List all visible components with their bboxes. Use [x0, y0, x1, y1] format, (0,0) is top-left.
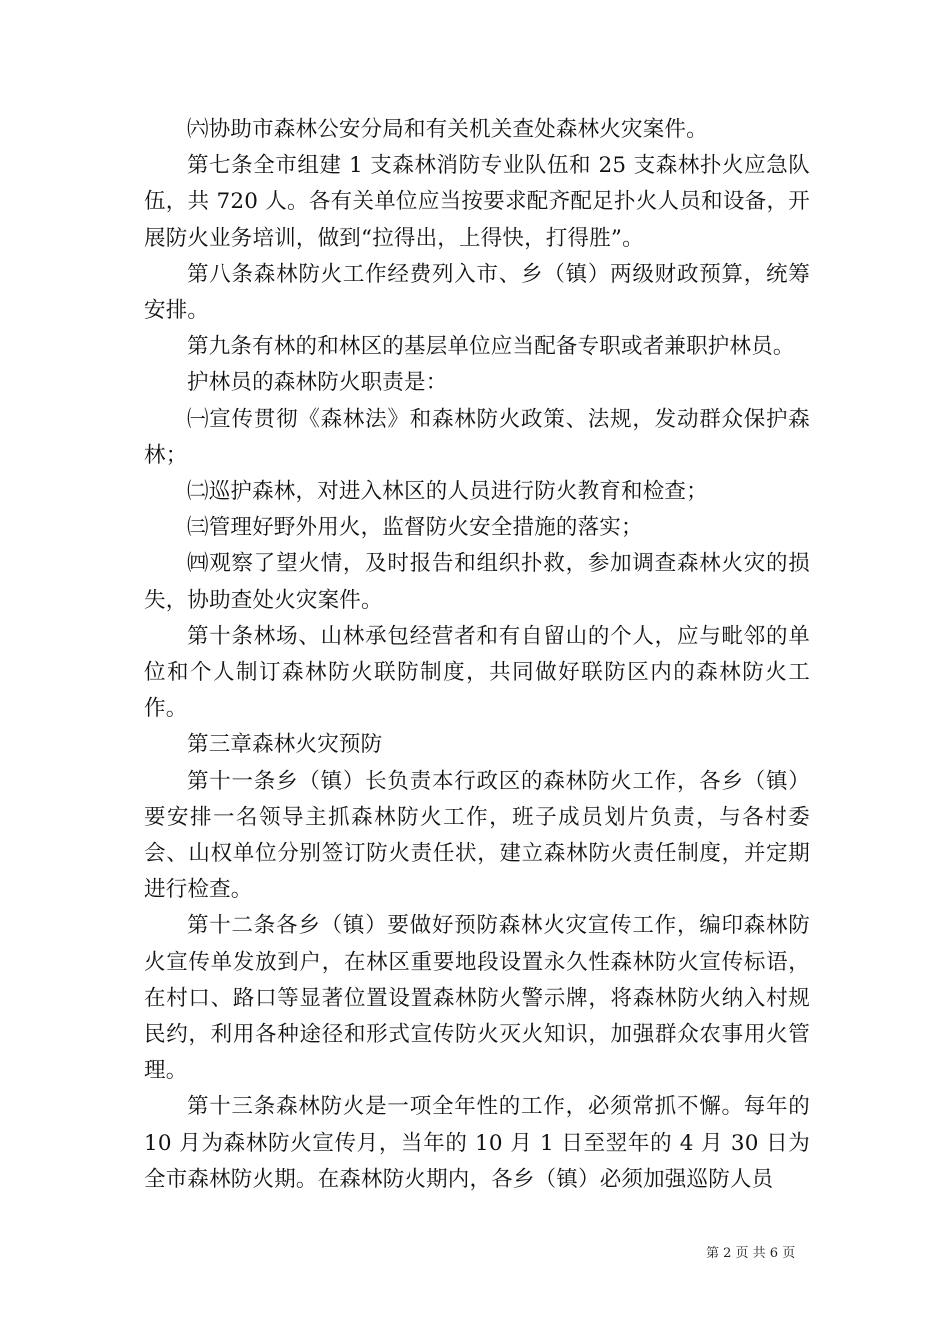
paragraph: 第十条林场、山林承包经营者和有自留山的个人，应与毗邻的单位和个人制订森林防火联防制度，共同做好联防区内的森林防火工作。 [144, 623, 810, 722]
paragraph: 第十二条各乡（镇）要做好预防森林火灾宣传工作，编印森林防火宣传单发放到户，在林区重要地段设置永久性森林防火宣传标语，在村口、路口等显著位置设置森林防火警示牌，将森林防火纳入村规民约，利用各种途径和形式宣传防火灭火知识，加强群众农事用火管理。 [144, 913, 810, 1084]
document-body [144, 112, 810, 1198]
page-number: 第 2 页 共 6 页 [706, 1246, 796, 1261]
paragraph: ㈠宣传贯彻《森林法》和森林防火政策、法规，发动群众保护森林； [144, 406, 810, 468]
paragraph: ㈡巡护森林，对进入林区的人员进行防火教育和检查； [187, 479, 708, 505]
paragraph: ㈣观察了望火情，及时报告和组织扑救，参加调查森林火灾的损失，协助查处火灾案件。 [144, 551, 810, 613]
paragraph: 第十三条森林防火是一项全年性的工作，必须常抓不懈。每年的 10 月为森林防火宣传月，当年的 10 月 1 日至翌年的 4 月 30 日为全市森林防火期。在森林防火期内，各乡（镇）必须加强巡防人员 [144, 1094, 810, 1192]
paragraph: 第七条全市组建 1 支森林消防专业队伍和 25 支森林扑火应急队伍，共 720 人。各有关单位应当按要求配齐配足扑火人员和设备，开展防火业务培训，做到“拉得出，上得快，打得胜”。 [144, 153, 810, 251]
paragraph: ㈥协助市森林公安分局和有关机关查处森林火灾案件。 [187, 117, 708, 142]
chapter-heading: 第三章森林火灾预防 [187, 732, 383, 758]
paragraph: ㈢管理好野外用火，监督防火安全措施的落实； [187, 515, 643, 541]
paragraph: 护林员的森林防火职责是： [187, 370, 448, 396]
paragraph: 第八条森林防火工作经费列入市、乡（镇）两级财政预算，统筹安排。 [144, 261, 810, 324]
paragraph: 第九条有林的和林区的基层单位应当配备专职或者兼职护林员。 [187, 334, 795, 360]
paragraph: 第十一条乡（镇）长负责本行政区的森林防火工作，各乡（镇）要安排一名领导主抓森林防火工作，班子成员划片负责，与各村委会、山权单位分别签订防火责任状，建立森林防火责任制度，并定期进行检查。 [144, 768, 810, 903]
